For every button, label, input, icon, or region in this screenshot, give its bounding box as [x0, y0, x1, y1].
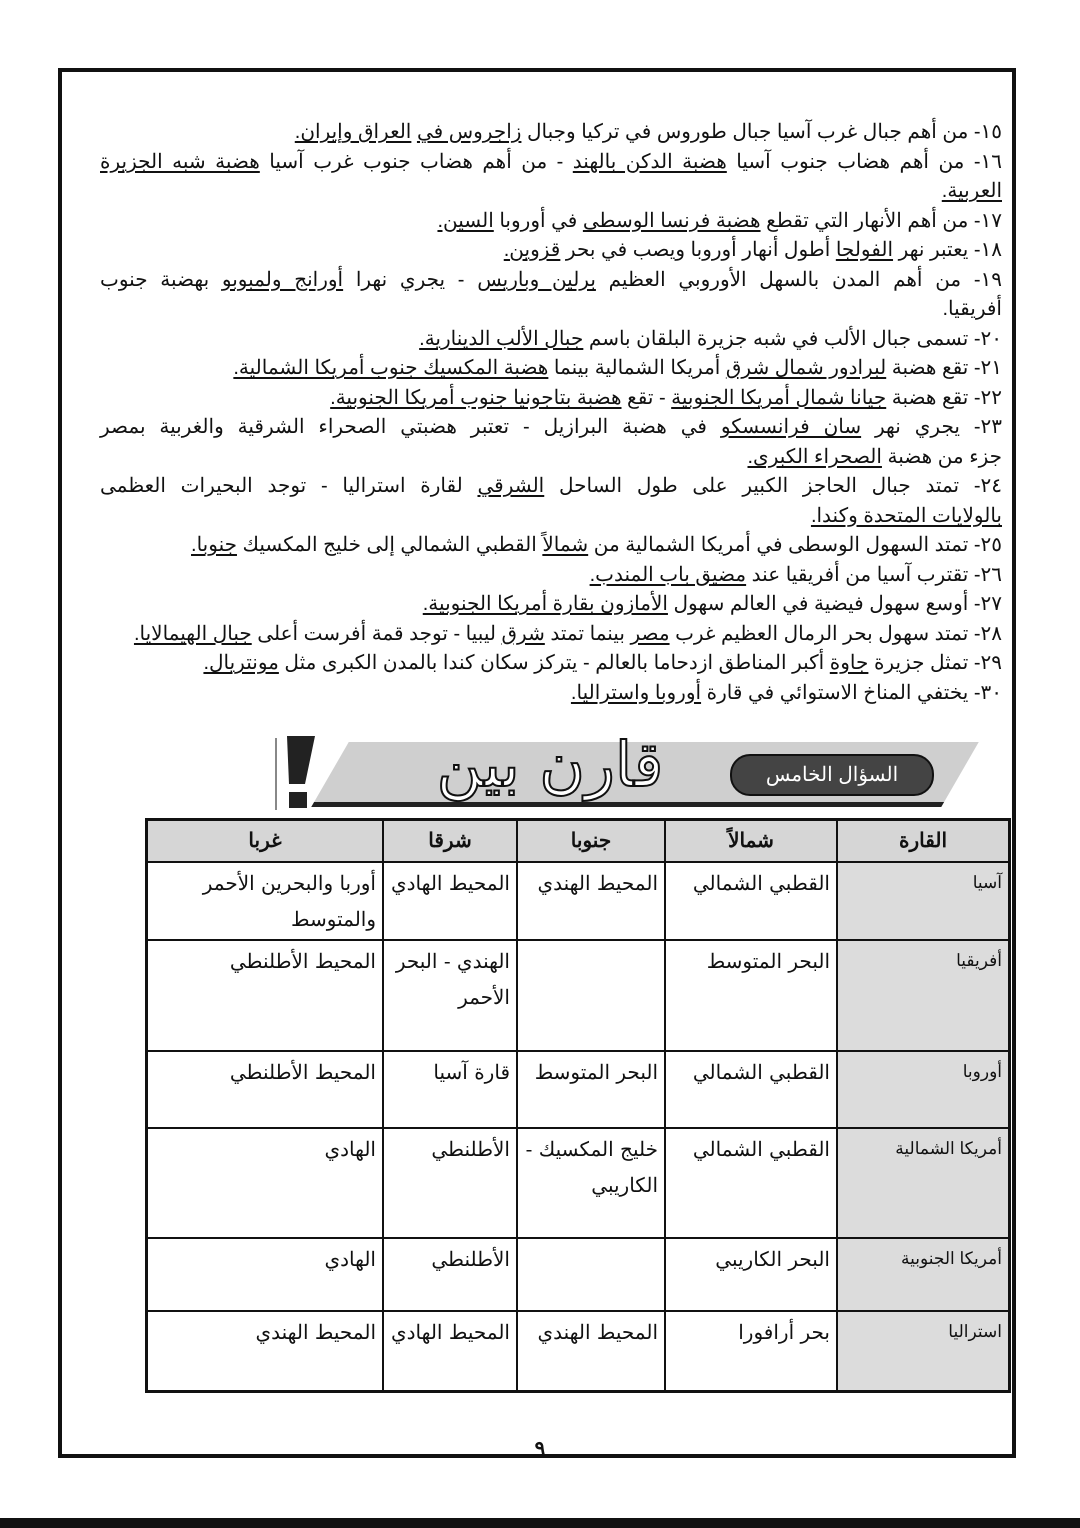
underlined-answer: السين. [437, 209, 494, 232]
header-east: شرقا [383, 820, 517, 863]
underlined-answer: جيانا شمال أمريكا الجنوبية [671, 386, 887, 409]
underlined-answer: الشرقي [477, 475, 545, 497]
statement-text: أفريقيا. [942, 298, 1002, 320]
statement-text: ٢٤- تمتد جبال الحاجز الكبير على طول الساحل [544, 475, 1002, 497]
underlined-answer: الفولجا [835, 239, 894, 261]
east-cell: الأطلنطي [383, 1128, 517, 1238]
statement-item [100, 266, 1002, 325]
underlined-answer: هضبة الدكن بالهند [572, 150, 727, 173]
statement-item [100, 561, 1002, 591]
statement-text: أكبر المناطق ازدحاما بالعالم - يتركز سكان كندا بالمدن الكبرى مثل [278, 652, 830, 674]
underlined-answer: سان فرانسسكو [720, 416, 862, 438]
statement-text: - يجري نهرا [343, 268, 478, 291]
statement-line [100, 590, 1002, 620]
statement-line [100, 266, 1002, 296]
statement-line [100, 443, 1002, 473]
east-cell: المحيط الهادي [383, 862, 517, 940]
header-continent: القارة [837, 820, 1010, 863]
underlined-answer: شرق [501, 622, 545, 645]
statement-line [100, 384, 1002, 414]
statement-item [100, 384, 1002, 414]
east-cell: الأطلنطي [383, 1238, 517, 1311]
north-cell: القطبي الشمالي [665, 862, 837, 940]
statement-text: ٢٢- تقع هضبة [886, 386, 1002, 409]
statement-item [100, 649, 1002, 679]
south-cell: البحر المتوسط [517, 1051, 665, 1128]
north-cell: البحر المتوسط [665, 940, 837, 1051]
statement-text: القطبي الشمالي إلى خليج المكسيك [236, 534, 543, 556]
statement-line [100, 649, 1002, 679]
statement-line [100, 561, 1002, 591]
statement-text: ١٧- من أهم الأنهار التي تقطع [760, 209, 1002, 232]
statement-item [100, 118, 1002, 148]
north-cell: القطبي الشمالي [665, 1128, 837, 1238]
statement-text: ٢٠- تسمى جبال الألب في شبه جزيرة البلقان باسم [583, 327, 1002, 350]
statement-line [100, 207, 1002, 237]
underlined-answer: مضيق باب المندب. [589, 563, 747, 586]
underlined-answer: أورانج ولمبوبو [221, 268, 344, 291]
statement-text: ٢١- تقع هضبة [886, 357, 1002, 379]
statement-text: ٢٨- تمتد سهول بحر الرمال العظيم غرب [669, 622, 1002, 645]
statement-item [100, 531, 1002, 561]
statement-item [100, 679, 1002, 709]
statement-text: ٢٣- يجري نهر [861, 416, 1002, 438]
statement-text: لقارة استراليا - توجد البحيرات العظمى [100, 475, 478, 497]
statement-item [100, 590, 1002, 620]
statement-item [100, 472, 1002, 531]
statement-line [100, 679, 1002, 709]
statement-item [100, 354, 1002, 384]
statement-text: بينما تمتد [544, 622, 631, 645]
table-row [147, 1238, 1010, 1311]
statement-text: في هضبة البرازيل - تعتبر هضبتي الصحراء الشرقية والغربية بمصر [100, 416, 721, 438]
statement-text: أطول أنهار أوروبا ويصب في بحر [560, 239, 836, 261]
north-cell: البحر الكاريبي [665, 1238, 837, 1311]
comparison-table [145, 818, 1011, 1393]
statement-line [100, 177, 1002, 207]
statement-text: ٢٧- أوسع سهول فيضية في العالم سهول [667, 593, 1002, 615]
continent-cell: أوروبا [837, 1051, 1010, 1128]
underlined-answer: جبال الألب الدينارية. [419, 327, 584, 350]
statement-item [100, 236, 1002, 266]
question-label: السؤال الخامس [730, 754, 934, 796]
statement-text: ١٨- يعتبر نهر [893, 239, 1002, 261]
north-cell: القطبي الشمالي [665, 1051, 837, 1128]
underlined-answer: العراق وإيران. [294, 121, 412, 143]
statement-line [100, 236, 1002, 266]
table-row [147, 1128, 1010, 1238]
west-cell: أوربا والبحرين الأحمر والمتوسط [147, 862, 384, 940]
section-banner [275, 728, 965, 812]
statement-item [100, 413, 1002, 472]
table-row [147, 1051, 1010, 1128]
continent-cell: استراليا [837, 1311, 1010, 1391]
underlined-answer: جاوة [829, 652, 869, 674]
statement-text: ١٥- من أهم جبال غرب آسيا جبال طوروس في تركيا وجبال [521, 121, 1002, 143]
statement-line [100, 472, 1002, 502]
continent-cell: أفريقيا [837, 940, 1010, 1051]
underlined-answer: جنوبا. [191, 534, 237, 556]
east-cell: قارة آسيا [383, 1051, 517, 1128]
west-cell: المحيط الأطلنطي [147, 940, 384, 1051]
statement-text: ١٦- من أهم هضاب جنوب آسيا [726, 150, 1002, 173]
underlined-answer: لبرادور شمال شرق [725, 357, 887, 379]
table-row [147, 1311, 1010, 1391]
south-cell: المحيط الهندي [517, 1311, 665, 1391]
table-row [147, 940, 1010, 1051]
statement-text: في أوروبا [493, 209, 583, 232]
south-cell [517, 940, 665, 1051]
underlined-answer: مصر [630, 622, 670, 645]
underlined-answer: أوروبا واستراليا. [570, 681, 702, 704]
underlined-answer: هضبة شبه الجزيرة [100, 150, 260, 173]
statement-item [100, 148, 1002, 207]
west-cell: الهادي [147, 1128, 384, 1238]
continent-cell: أمريكا الشمالية [837, 1128, 1010, 1238]
statement-line [100, 295, 1002, 325]
south-cell: خليج المكسيك - الكاريبي [517, 1128, 665, 1238]
west-cell: الهادي [147, 1238, 384, 1311]
bottom-bar [0, 1518, 1080, 1528]
statement-text: ٣٠- يختفي المناخ الاستوائي في قارة [701, 681, 1002, 704]
statement-text: ٢٦- تقترب آسيا من أفريقيا عند [746, 563, 1002, 586]
statement-line [100, 325, 1002, 355]
west-cell: المحيط الأطلنطي [147, 1051, 384, 1128]
underlined-answer: زاجروس في [416, 121, 522, 143]
underlined-answer: هضبة بتاجونيا جنوب أمريكا الجنوبية. [330, 386, 622, 409]
underlined-answer: هضبة فرنسا الوسطى [582, 209, 761, 232]
statement-line [100, 531, 1002, 561]
header-south: جنوبا [517, 820, 665, 863]
statement-line [100, 620, 1002, 650]
continent-cell: أمريكا الجنوبية [837, 1238, 1010, 1311]
west-cell: المحيط الهندي [147, 1311, 384, 1391]
statement-item [100, 325, 1002, 355]
south-cell: المحيط الهندي [517, 862, 665, 940]
header-west: غربا [147, 820, 384, 863]
statement-line [100, 148, 1002, 178]
statement-item [100, 620, 1002, 650]
statement-item [100, 207, 1002, 237]
statement-text: ٢٩- تمثل جزيرة [868, 652, 1002, 674]
statement-text: - من أهم هضاب جنوب غرب آسيا [259, 150, 573, 173]
underlined-answer: جبال الهيمالايا. [133, 622, 252, 645]
statement-text: ١٩- من أهم المدن بالسهل الأوروبي العظيم [595, 268, 1003, 291]
banner-title: قارن بين [436, 728, 664, 801]
south-cell [517, 1238, 665, 1311]
statement-text: ليبيا - توجد قمة أفرست أعلى [251, 622, 502, 645]
table-header-row [147, 820, 1010, 863]
underlined-answer: مونتريال. [203, 652, 279, 674]
statement-text: ٢٥- تمتد السهول الوسطى في أمريكا الشمالية من [588, 534, 1002, 556]
statement-line [100, 413, 1002, 443]
east-cell: المحيط الهادي [383, 1311, 517, 1391]
underlined-answer: الأمازون بقارة أمريكا الجنوبية. [422, 593, 668, 615]
east-cell: الهندي - البحر الأحمر [383, 940, 517, 1051]
underlined-answer: هضبة المكسيك جنوب أمريكا الشمالية. [233, 357, 549, 379]
statement-text: بهضبة جنوب [100, 268, 222, 291]
north-cell: بحر أرافورا [665, 1311, 837, 1391]
page-number: ٩ [534, 1438, 546, 1460]
underlined-answer: بالولايات المتحدة وكندا. [810, 504, 1002, 527]
underlined-answer: الصحراء الكبرى. [747, 445, 882, 468]
statement-line [100, 354, 1002, 384]
continent-cell: آسيا [837, 862, 1010, 940]
underlined-answer: شمالاً [542, 534, 589, 556]
table-row [147, 862, 1010, 940]
underlined-answer: قزوين. [503, 239, 561, 261]
header-north: شمالاً [665, 820, 837, 863]
underlined-answer: برلين وباريس [477, 268, 596, 291]
underlined-answer: العربية. [941, 180, 1002, 202]
statement-text: - تقع [621, 386, 672, 409]
statement-line [100, 502, 1002, 532]
statement-text: جزء من هضبة [881, 445, 1002, 468]
statement-line [100, 118, 1002, 148]
statements-list [100, 118, 1002, 708]
statement-text: أمريكا الشمالية بينما [548, 357, 726, 379]
